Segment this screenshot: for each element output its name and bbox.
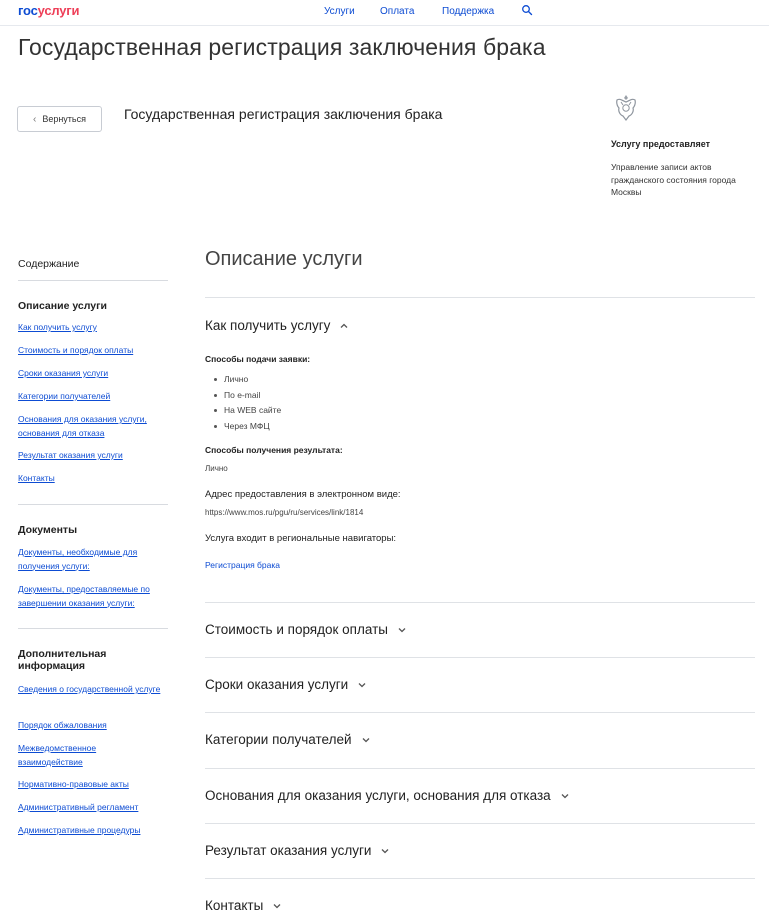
section-divider bbox=[205, 878, 755, 879]
logo-part-gos: гос bbox=[18, 3, 38, 18]
logo-part-uslugi: услуги bbox=[37, 3, 80, 18]
submit-methods-list bbox=[213, 372, 281, 434]
page-title: Государственная регистрация заключения брака bbox=[18, 34, 546, 60]
section-divider bbox=[205, 297, 755, 298]
chevron-down-icon bbox=[559, 790, 571, 802]
search-icon[interactable] bbox=[521, 4, 533, 16]
sidebar-link-legal-acts[interactable]: Нормативно-правовые акты bbox=[18, 779, 129, 789]
list-item: По e-mail bbox=[213, 388, 281, 404]
chevron-up-icon bbox=[338, 320, 350, 332]
sidebar-link-appeal[interactable]: Порядок обжалования bbox=[18, 720, 107, 730]
accordion-result[interactable] bbox=[205, 843, 391, 858]
sidebar-group-additional: Дополнительная информация bbox=[18, 648, 107, 672]
address-value: https://www.mos.ru/pgu/ru/services/link/1814 bbox=[205, 508, 364, 517]
section-divider bbox=[205, 657, 755, 658]
submit-methods-label: Способы подачи заявки: bbox=[205, 354, 311, 364]
chevron-down-icon bbox=[360, 734, 372, 746]
navigators-label: Услуга входит в региональные навигаторы: bbox=[205, 533, 397, 544]
accordion-title: Категории получателей bbox=[205, 732, 352, 747]
navigator-link-marriage[interactable]: Регистрация брака bbox=[205, 560, 281, 570]
sidebar-divider bbox=[18, 280, 168, 281]
sidebar-link-how-to-get[interactable]: Как получить услугу bbox=[18, 322, 97, 332]
section-divider bbox=[205, 712, 755, 713]
accordion-contacts[interactable] bbox=[205, 898, 283, 913]
sidebar-divider bbox=[18, 504, 168, 505]
address-label: Адрес предоставления в электронном виде: bbox=[205, 489, 401, 500]
nav-link-support[interactable]: Поддержка bbox=[442, 6, 495, 17]
accordion-terms[interactable] bbox=[205, 677, 368, 692]
service-title: Государственная регистрация заключения брака bbox=[124, 106, 443, 122]
sidebar-group-description: Описание услуги bbox=[18, 300, 107, 312]
sidebar-group-documents: Документы bbox=[18, 524, 78, 536]
accordion-title: Основания для оказания услуги, основания для отказа bbox=[205, 788, 551, 803]
sidebar-link-cost[interactable]: Стоимость и порядок оплаты bbox=[18, 345, 134, 355]
sidebar-link-required-docs[interactable]: Документы, необходимые для получения услуги: bbox=[18, 547, 138, 571]
sidebar-link-categories[interactable]: Категории получателей bbox=[18, 391, 111, 401]
sidebar-contents-label: Содержание bbox=[18, 258, 80, 270]
list-item: Лично bbox=[213, 372, 281, 388]
section-divider bbox=[205, 823, 755, 824]
accordion-title: Результат оказания услуги bbox=[205, 843, 372, 858]
top-navigation-bar bbox=[0, 0, 769, 26]
back-button[interactable] bbox=[17, 106, 102, 132]
section-title: Описание услуги bbox=[205, 248, 363, 270]
chevron-down-icon bbox=[356, 679, 368, 691]
accordion-how-to-get[interactable] bbox=[205, 318, 350, 333]
accordion-title: Стоимость и порядок оплаты bbox=[205, 622, 388, 637]
result-methods-label: Способы получения результата: bbox=[205, 445, 343, 455]
sidebar-link-result[interactable]: Результат оказания услуги bbox=[18, 450, 123, 460]
provider-name: Управление записи актов гражданского состояния города Москвы bbox=[611, 162, 736, 197]
nav-link-services[interactable]: Услуги bbox=[324, 6, 355, 17]
list-item: Через МФЦ bbox=[213, 419, 281, 435]
sidebar-link-contacts[interactable]: Контакты bbox=[18, 473, 55, 483]
back-button-label: Вернуться bbox=[42, 114, 86, 124]
emblem-icon bbox=[611, 92, 641, 124]
chevron-down-icon bbox=[271, 900, 283, 912]
provider-heading: Услугу предоставляет bbox=[611, 139, 711, 149]
sidebar-link-interagency[interactable]: Межведомственное взаимодействие bbox=[18, 743, 97, 767]
chevron-down-icon bbox=[379, 845, 391, 857]
sidebar-link-procedures[interactable]: Административные процедуры bbox=[18, 825, 141, 835]
sidebar-divider bbox=[18, 628, 168, 629]
accordion-title: Контакты bbox=[205, 898, 264, 913]
gosuslugi-logo[interactable] bbox=[18, 3, 79, 18]
list-item: На WEB сайте bbox=[213, 403, 281, 419]
accordion-title: Сроки оказания услуги bbox=[205, 677, 349, 692]
sidebar-link-grounds[interactable]: Основания для оказания услуги, основания для отказа bbox=[18, 414, 147, 438]
sidebar-link-issued-docs[interactable]: Документы, предоставляемые по завершении оказания услуги: bbox=[18, 584, 150, 608]
sidebar-link-regulation[interactable]: Административный регламент bbox=[18, 802, 139, 812]
chevron-down-icon bbox=[396, 624, 408, 636]
section-divider bbox=[205, 768, 755, 769]
accordion-grounds[interactable] bbox=[205, 788, 571, 803]
accordion-title: Как получить услугу bbox=[205, 318, 331, 333]
section-divider bbox=[205, 602, 755, 603]
sidebar-link-service-info[interactable]: Сведения о государственной услуге bbox=[18, 684, 161, 694]
sidebar-link-terms[interactable]: Сроки оказания услуги bbox=[18, 368, 109, 378]
accordion-cost[interactable] bbox=[205, 622, 408, 637]
result-methods-value: Лично bbox=[205, 464, 228, 473]
nav-link-payment[interactable]: Оплата bbox=[380, 6, 415, 17]
chevron-left-icon: ‹ bbox=[32, 113, 37, 125]
accordion-categories[interactable] bbox=[205, 732, 372, 747]
